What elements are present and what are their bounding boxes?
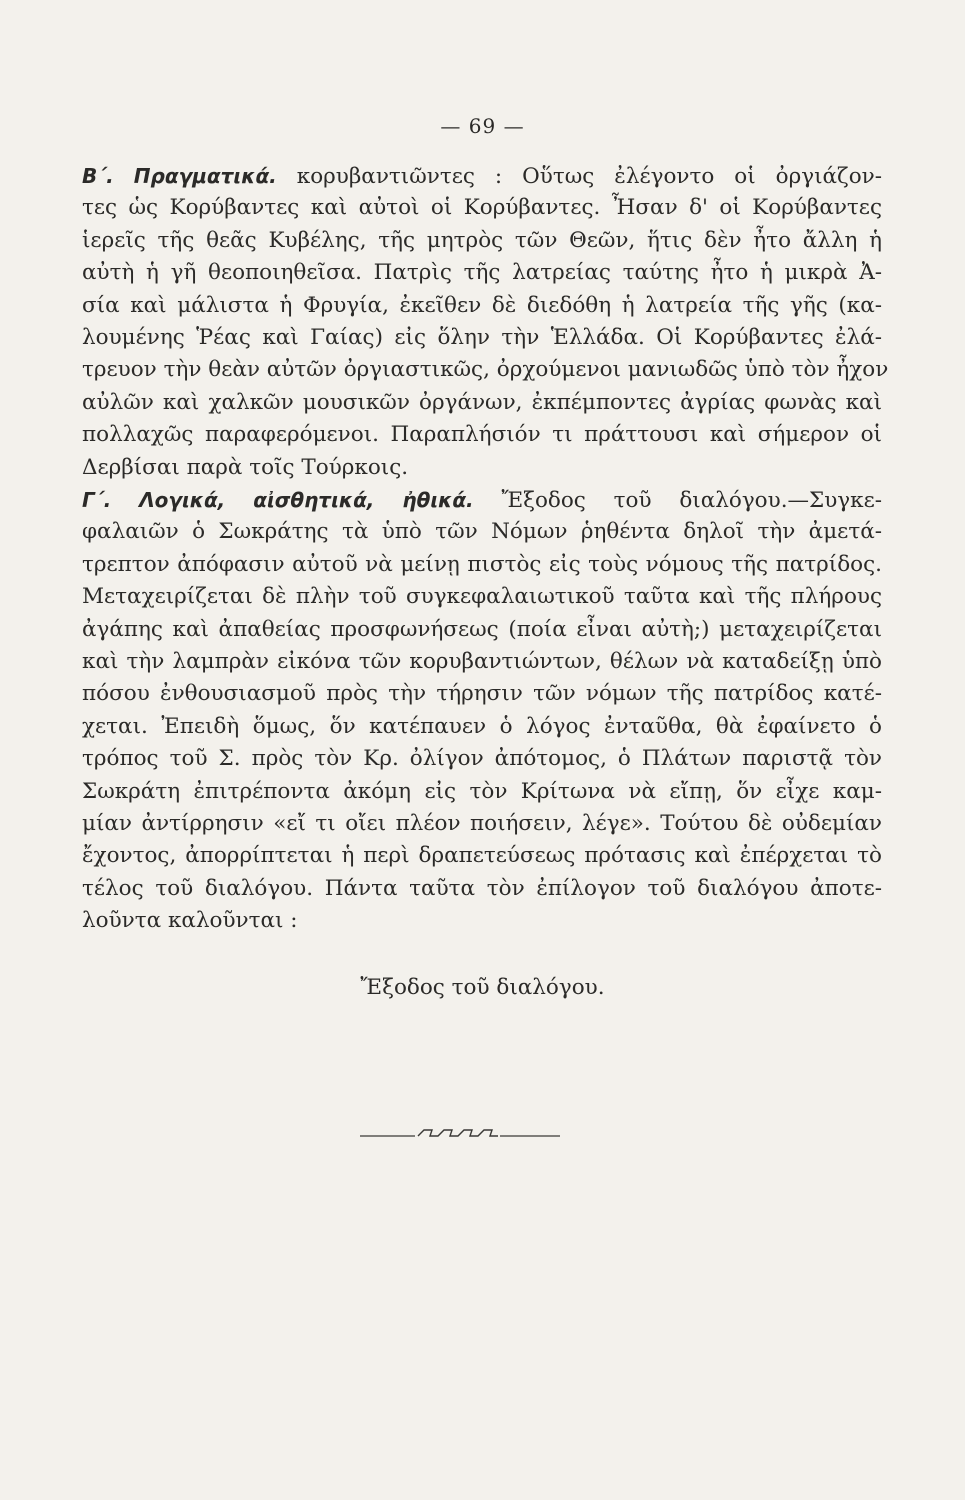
text-line [82, 808, 882, 840]
text-line [82, 873, 882, 905]
text-line [82, 516, 882, 548]
text-line [82, 322, 882, 354]
line-text: τες ὡς Κορύβαντες καὶ αὐτοὶ οἱ Κορύβαντες. Ἦσαν δ' οἱ Κορύβαντες [82, 195, 882, 221]
line-text: λοῦντα καλοῦνται : [82, 908, 298, 934]
line-text: τρόπος τοῦ Σ. πρὸς τὸν Κρ. ὀλίγον ἀπότομος, ὁ Πλάτων παριστᾷ τὸν [82, 746, 882, 772]
line-text: φαλαιῶν ὁ Σωκράτης τὰ ὑπὸ τῶν Νόμων ῥηθέντα δηλοῖ τὴν ἀμετά- [82, 519, 882, 545]
decorative-divider [360, 1126, 560, 1144]
text-line [82, 743, 882, 775]
section-heading: Γ΄. Λογικά, αἰσθητικά, ἠθικά. [82, 488, 474, 512]
line-text: αὐτὴ ἡ γῆ θεοποιηθεῖσα. Πατρὶς τῆς λατρείας ταύτης ἦτο ἡ μικρὰ Ἀ- [82, 260, 882, 286]
line-text: Ἔξοδος τοῦ διαλόγου.—Συγκε- [473, 488, 882, 513]
text-line [82, 678, 882, 710]
text-line [82, 160, 882, 193]
line-text: μίαν ἀντίρρησιν «εἴ τι οἴει πλέον ποιήσειν, λέγε». Τούτου δὲ οὐδεμίαν [82, 811, 882, 836]
line-text: ἔχοντος, ἀπορρίπτεται ἡ περὶ δραπετεύσεως πρότασις καὶ ἐπέρχεται τὸ [82, 843, 882, 869]
line-text: Σωκράτη ἐπιτρέποντα ἀκόμη εἰς τὸν Κρίτωνα νὰ εἴπῃ, ὅν εἶχε καμ- [82, 778, 882, 804]
text-line [82, 581, 882, 613]
text-line [82, 387, 882, 419]
line-text: πολλαχῶς παραφερόμενοι. Παραπλήσιόν τι πράττουσι καὶ σήμερον οἱ [82, 422, 882, 448]
line-text: καὶ τὴν λαμπρὰν εἰκόνα τῶν κορυβαντιώντων, θέλων νὰ καταδείξῃ ὑπὸ [82, 649, 882, 674]
text-line [82, 354, 889, 386]
text-line [82, 646, 882, 678]
line-text: τρεπτον ἀπόφασιν αὐτοῦ νὰ μείνῃ πιστὸς εἰς τοὺς νόμους τῆς πατρίδος. [82, 551, 882, 577]
text-line [82, 452, 882, 484]
text-line [82, 290, 882, 322]
line-text: ἀγάπης καὶ ἀπαθείας προσφωνήσεως (ποία εἶναι αὐτὴ;) μεταχειρίζεται [82, 616, 882, 642]
text-line [82, 711, 882, 743]
text-line [82, 776, 882, 808]
section-heading: Β΄. Πραγματικά. [82, 164, 277, 188]
line-text: τέλος τοῦ διαλόγου. Πάντα ταῦτα τὸν ἐπίλογον τοῦ διαλόγου ἀποτε- [82, 875, 882, 901]
text-line [82, 905, 882, 937]
line-text: Μεταχειρίζεται δὲ πλὴν τοῦ συγκεφαλαιωτικοῦ ταῦτα καὶ τῆς πλήρους [82, 584, 882, 610]
line-text: τρευον τὴν θεὰν αὐτῶν ὀργιαστικῶς, ὀρχούμενοι μανιωδῶς ὑπὸ τὸν ἦχον [82, 357, 889, 383]
line-text: χεται. Ἐπειδὴ ὅμως, ὅν κατέπαυεν ὁ λόγος ἐνταῦθα, θὰ ἐφαίνετο ὁ [82, 713, 882, 739]
page-number: — 69 — [440, 114, 525, 138]
closing-title: Ἔξοδος τοῦ διαλόγου. [360, 975, 605, 1000]
line-text: ἱερεῖς τῆς θεᾶς Κυβέλης, τῆς μητρὸς τῶν Θεῶν, ἥτις δὲν ἦτο ἄλλη ἡ [82, 227, 882, 253]
line-text: Δερβίσαι παρὰ τοῖς Τούρκοις. [82, 454, 409, 480]
text-line [82, 484, 882, 517]
line-text: σία καὶ μάλιστα ἡ Φρυγία, ἐκεῖθεν δὲ διεδόθη ἡ λατρεία τῆς γῆς (κα- [82, 292, 882, 318]
text-line [82, 419, 882, 451]
text-line [82, 257, 882, 289]
text-line [82, 549, 882, 581]
text-line [82, 192, 882, 224]
line-text: αὐλῶν καὶ χαλκῶν μουσικῶν ὀργάνων, ἐκπέμποντες ἀγρίας φωνὰς καὶ [82, 389, 882, 415]
text-line [82, 840, 882, 872]
line-text: λουμένης Ῥέας καὶ Γαίας) εἰς ὅλην τὴν Ἑλλάδα. Οἱ Κορύβαντες ἐλά- [82, 325, 882, 350]
line-text: πόσου ἐνθουσιασμοῦ πρὸς τὴν τήρησιν τῶν νόμων τῆς πατρίδος κατέ- [82, 681, 882, 707]
text-line [82, 614, 882, 646]
text-line [82, 225, 882, 257]
line-text: κορυβαντιῶντες : Οὕτως ἐλέγοντο οἱ ὀργιάζον- [276, 164, 882, 189]
